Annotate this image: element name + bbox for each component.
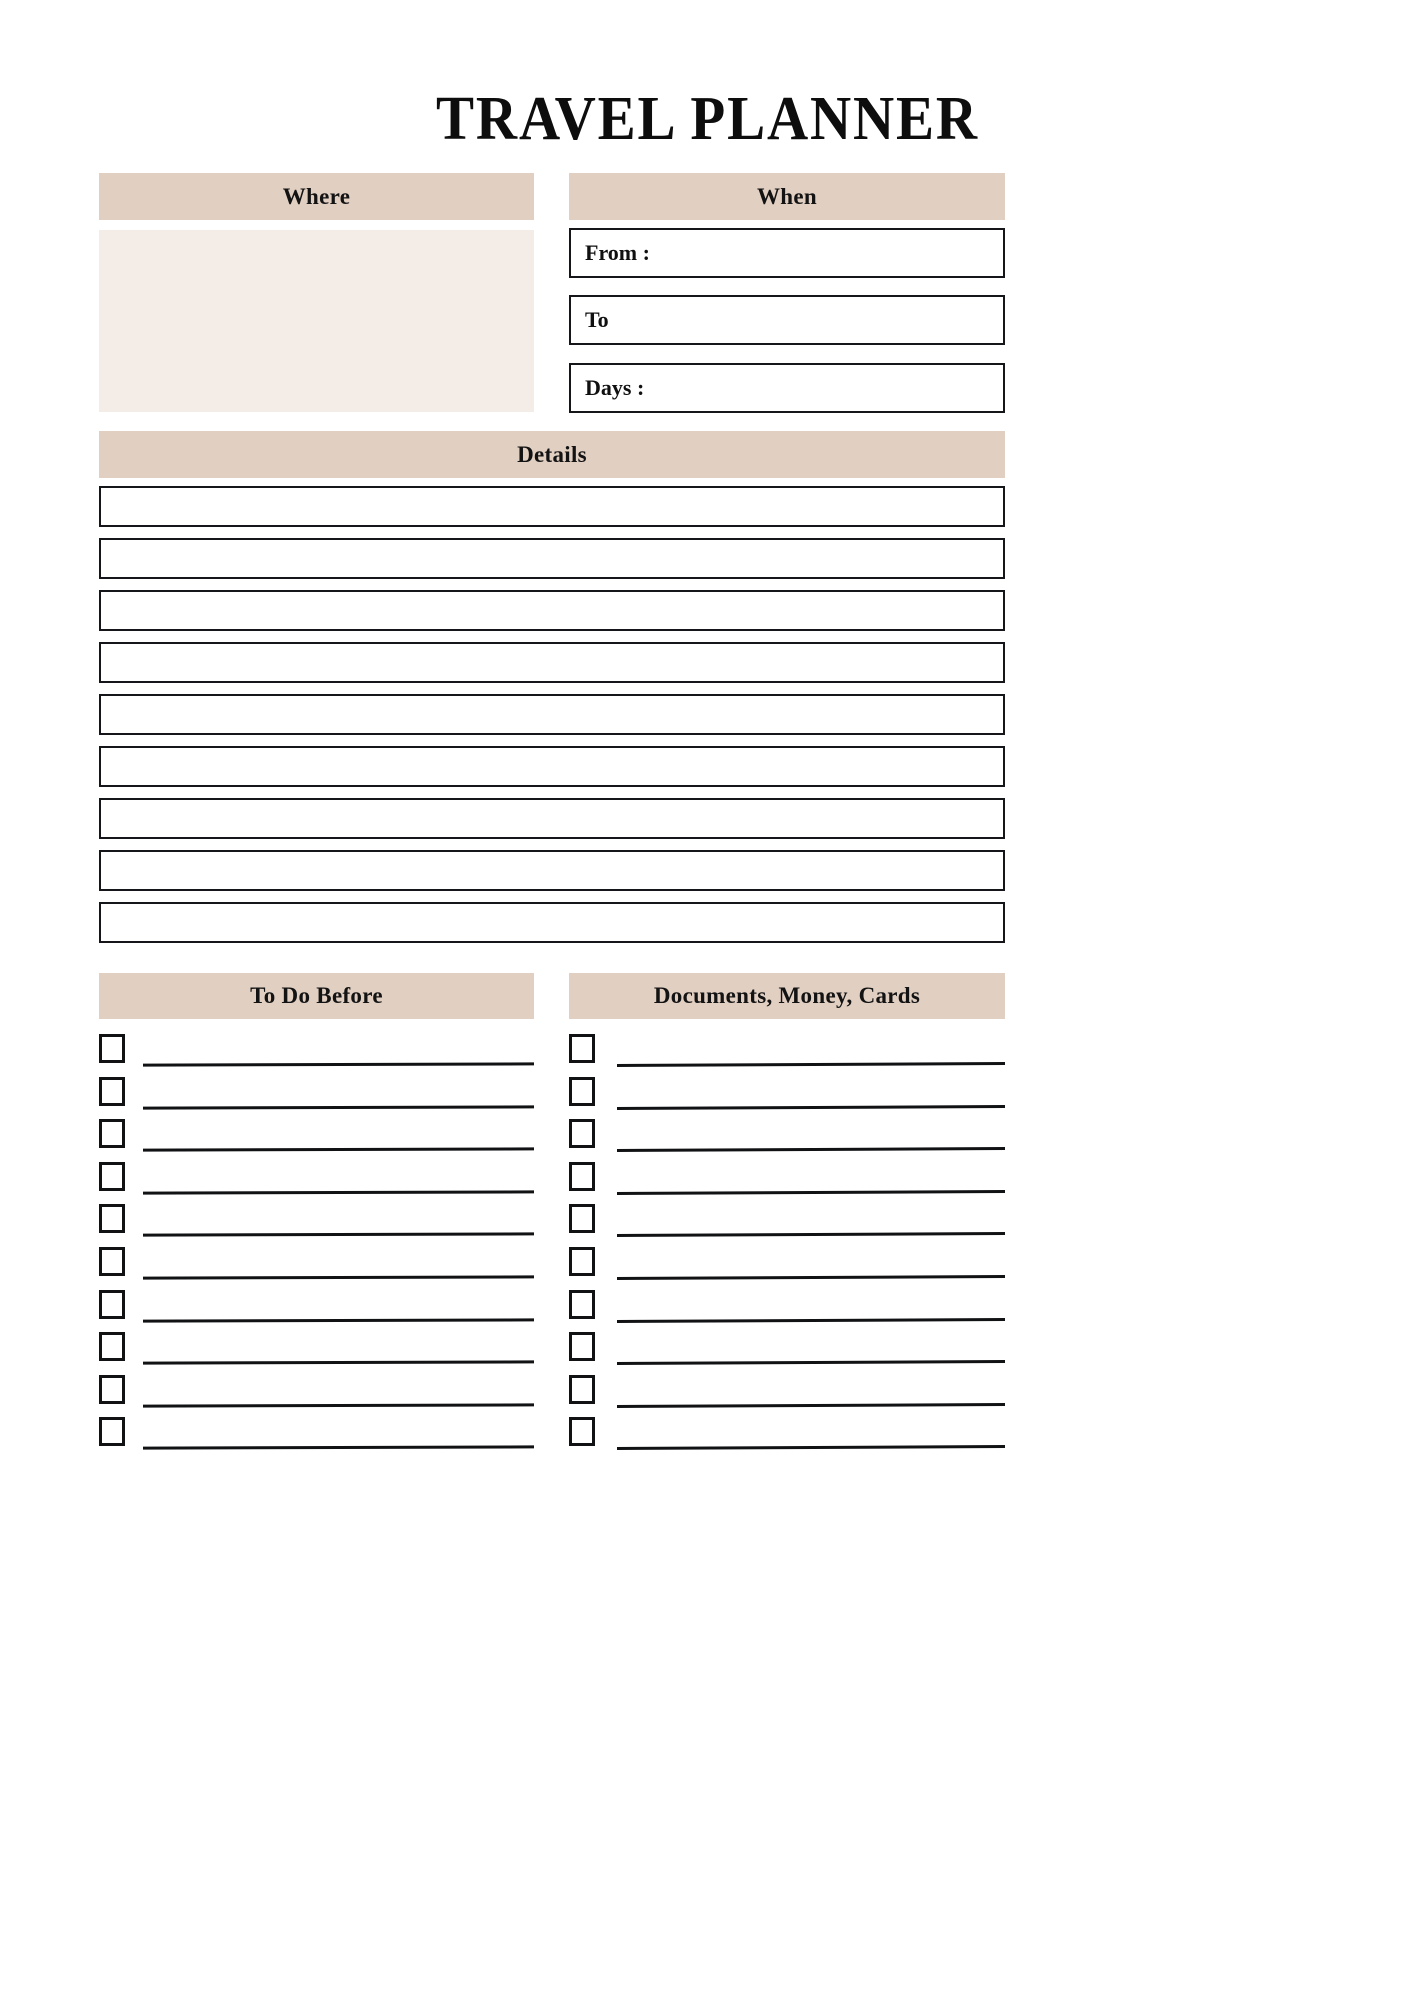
todo-write-line[interactable] (143, 1034, 534, 1063)
documents-write-line[interactable] (617, 1332, 1005, 1361)
checkbox-icon[interactable] (99, 1119, 125, 1148)
documents-write-line[interactable] (617, 1034, 1005, 1063)
when-header-label: When (757, 183, 817, 209)
list-item[interactable] (99, 1158, 534, 1201)
todo-write-line[interactable] (143, 1375, 534, 1404)
todo-before-header-label: To Do Before (250, 983, 383, 1008)
list-item[interactable] (99, 1328, 534, 1371)
list-item[interactable] (99, 1073, 534, 1116)
checkbox-icon[interactable] (99, 1417, 125, 1446)
todo-before-section-header (99, 973, 534, 1019)
checkbox-icon[interactable] (569, 1204, 595, 1233)
when-field-to[interactable] (569, 295, 1005, 345)
list-item[interactable] (569, 1200, 1005, 1243)
documents-write-line[interactable] (617, 1162, 1005, 1191)
documents-write-line[interactable] (617, 1290, 1005, 1319)
detail-row[interactable] (99, 694, 1005, 735)
checkbox-icon[interactable] (99, 1034, 125, 1063)
checkbox-icon[interactable] (99, 1204, 125, 1233)
checkbox-icon[interactable] (99, 1162, 125, 1191)
checkbox-icon[interactable] (569, 1247, 595, 1276)
documents-write-line[interactable] (617, 1077, 1005, 1106)
when-field-from[interactable] (569, 228, 1005, 278)
list-item[interactable] (99, 1413, 534, 1456)
detail-row[interactable] (99, 798, 1005, 839)
documents-header-label: Documents, Money, Cards (653, 983, 921, 1008)
documents-write-line[interactable] (617, 1247, 1005, 1276)
list-item[interactable] (99, 1030, 534, 1073)
checkbox-icon[interactable] (569, 1332, 595, 1361)
documents-write-line[interactable] (617, 1375, 1005, 1404)
days-label: Days : (585, 375, 645, 400)
detail-row[interactable] (99, 486, 1005, 527)
list-item[interactable] (569, 1030, 1005, 1073)
detail-row[interactable] (99, 902, 1005, 943)
checkbox-icon[interactable] (569, 1162, 595, 1191)
details-header-label: Details (517, 441, 587, 467)
documents-list (569, 1030, 1005, 1456)
list-item[interactable] (99, 1286, 534, 1329)
list-item[interactable] (99, 1371, 534, 1414)
to-label: To (585, 307, 609, 332)
detail-row[interactable] (99, 746, 1005, 787)
checkbox-icon[interactable] (99, 1077, 125, 1106)
list-item[interactable] (569, 1371, 1005, 1414)
checkbox-icon[interactable] (569, 1290, 595, 1319)
checkbox-icon[interactable] (99, 1290, 125, 1319)
list-item[interactable] (569, 1073, 1005, 1116)
checkbox-icon[interactable] (569, 1077, 595, 1106)
where-section-header (99, 173, 534, 220)
todo-write-line[interactable] (143, 1417, 534, 1446)
page-title: TRAVEL PLANNER (436, 85, 979, 153)
todo-write-line[interactable] (143, 1247, 534, 1276)
list-item[interactable] (569, 1115, 1005, 1158)
todo-write-line[interactable] (143, 1290, 534, 1319)
from-label: From : (585, 240, 650, 265)
todo-before-list (99, 1030, 534, 1456)
where-header-label: Where (282, 183, 351, 209)
checkbox-icon[interactable] (569, 1119, 595, 1148)
when-field-days[interactable] (569, 363, 1005, 413)
checkbox-icon[interactable] (569, 1034, 595, 1063)
list-item[interactable] (569, 1328, 1005, 1371)
todo-write-line[interactable] (143, 1119, 534, 1148)
todo-write-line[interactable] (143, 1077, 534, 1106)
todo-write-line[interactable] (143, 1332, 534, 1361)
list-item[interactable] (99, 1115, 534, 1158)
details-rows (99, 486, 1005, 954)
checkbox-icon[interactable] (99, 1247, 125, 1276)
list-item[interactable] (569, 1243, 1005, 1286)
details-section-header (99, 431, 1005, 478)
documents-write-line[interactable] (617, 1417, 1005, 1446)
documents-section-header (569, 973, 1005, 1019)
list-item[interactable] (569, 1413, 1005, 1456)
checkbox-icon[interactable] (99, 1332, 125, 1361)
documents-write-line[interactable] (617, 1119, 1005, 1148)
detail-row[interactable] (99, 590, 1005, 631)
list-item[interactable] (569, 1158, 1005, 1201)
detail-row[interactable] (99, 850, 1005, 891)
checkbox-icon[interactable] (569, 1417, 595, 1446)
when-section-header (569, 173, 1005, 220)
checkbox-icon[interactable] (99, 1375, 125, 1404)
todo-write-line[interactable] (143, 1204, 534, 1233)
checkbox-icon[interactable] (569, 1375, 595, 1404)
list-item[interactable] (569, 1286, 1005, 1329)
detail-row[interactable] (99, 538, 1005, 579)
todo-write-line[interactable] (143, 1162, 534, 1191)
detail-row[interactable] (99, 642, 1005, 683)
list-item[interactable] (99, 1200, 534, 1243)
documents-write-line[interactable] (617, 1204, 1005, 1233)
where-input-area[interactable] (99, 230, 534, 412)
list-item[interactable] (99, 1243, 534, 1286)
